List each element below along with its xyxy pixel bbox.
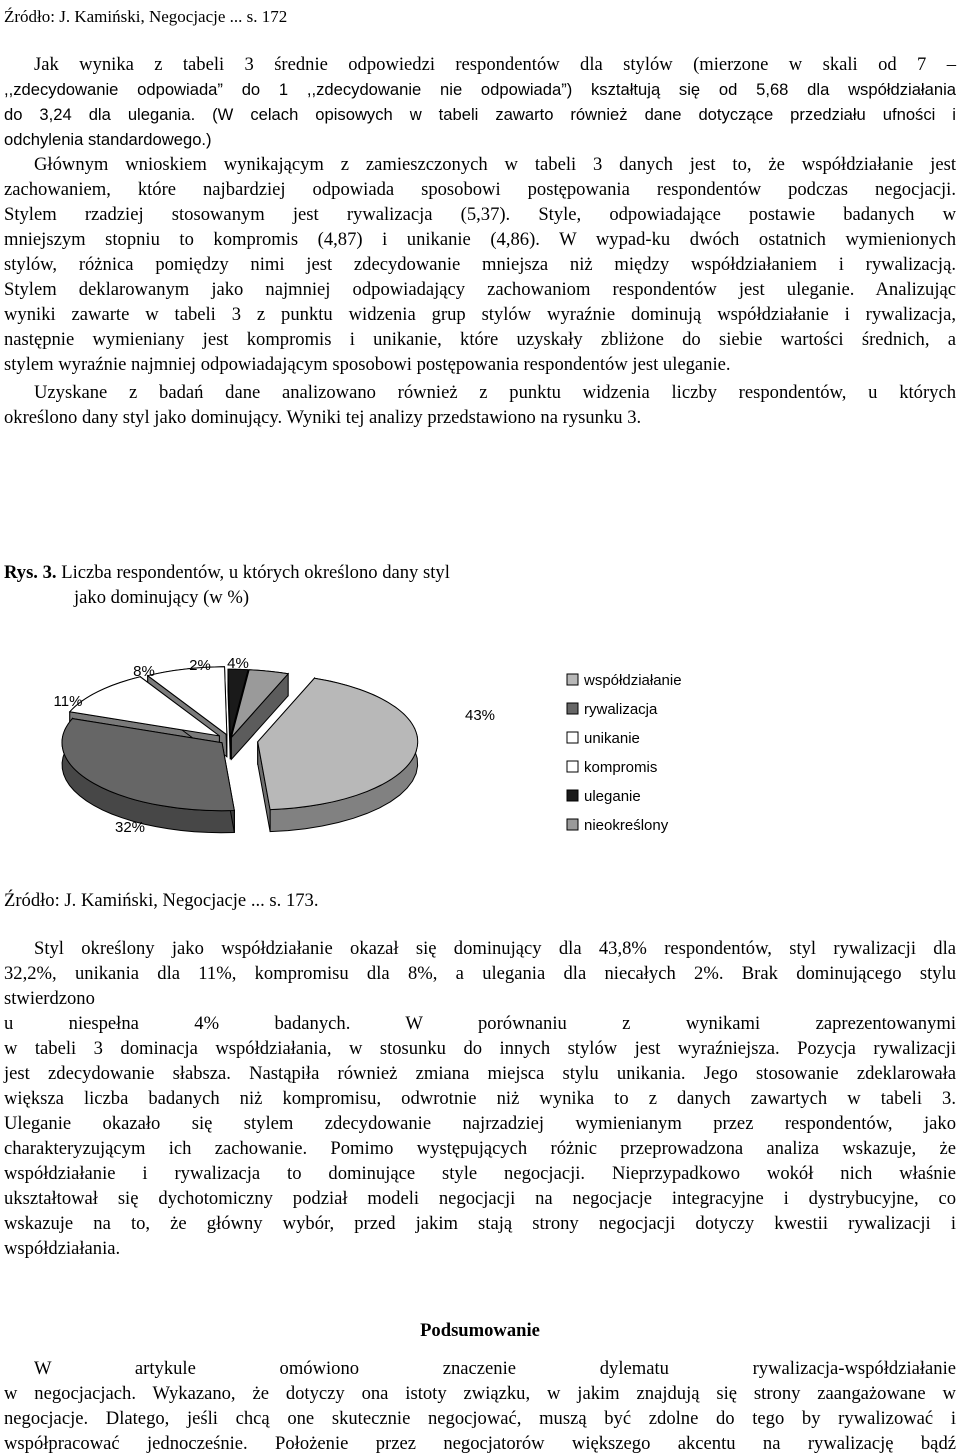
- p1-line: ,,zdecydowanie odpowiada” do 1 ,,zdecydowanie nie odpowiada”) kształtują się od 5,68 dla współdziałania: [4, 80, 956, 99]
- paragraph-2: [4, 152, 956, 377]
- data-label-2: 11%: [53, 693, 83, 710]
- pie-chart: [0, 640, 960, 870]
- p5-line: współpracować jednocześnie. Położenie przez negocjatorów większego akcentu na rywalizację bądź: [4, 1433, 956, 1454]
- p5-line: W artykule omówiono znaczenie dylematu rywalizacja-współdziałanie: [34, 1358, 956, 1379]
- p3-line: określono dany styl jako dominujący. Wyniki tej analizy przedstawiono na rysunku 3.: [4, 407, 642, 428]
- source-top: [4, 4, 956, 29]
- legend-label-5: nieokreślony: [584, 817, 669, 834]
- p4-line: ukształtował się dychotomiczny podział modeli negocjacji na negocjacje integracyjne i dystrybucyjne, co: [4, 1188, 956, 1209]
- data-label-4: 2%: [189, 657, 211, 674]
- p2-line: wyniki zawarte w tabeli 3 z punktu widzenia grup stylów wyraźnie dominują współdziałanie i rywalizacja,: [4, 304, 956, 325]
- p1-line: odchylenia standardowego.): [4, 130, 212, 149]
- legend-label-0: współdziałanie: [584, 672, 682, 689]
- data-label-0: 43%: [464, 707, 496, 724]
- p3-line: Uzyskane z badań dane analizowano również z punktu widzenia liczby respondentów, u których: [34, 382, 956, 403]
- p4-line: 32,2%, unikania dla 11%, kompromisu dla 8%, a ulegania dla niecałych 2%. Brak dominującego stylu: [4, 963, 956, 984]
- data-label-5: 4%: [227, 655, 249, 672]
- legend-swatch-5: [567, 819, 578, 830]
- legend-swatch-4: [567, 790, 578, 801]
- p2-line: stylem wyraźnie najmniej odpowiadającym sposobowi postępowania respondentów jest uleganie.: [4, 354, 731, 375]
- legend-swatch-2: [567, 732, 578, 743]
- p4-line: współdziałanie i rywalizacja to dominujące style negocjacji. Nieprzypadkowo wokół nich właśnie: [4, 1163, 956, 1184]
- p4-line: wskazuje na to, że główny wybór, przed jakim stają strony negocjacji dotyczy kwestii rywalizacji i: [4, 1213, 956, 1234]
- p2-line: następnie wymieniany jest kompromis i unikanie, które uzyskały zbliżone do siebie wartości średnich, a: [4, 329, 956, 350]
- p1-line: do 3,24 dla ulegania. (W celach opisowych w tabeli zawarto również dane dotyczące przedziału ufności i: [4, 105, 956, 124]
- p4-line: jest zdecydowanie słabsza. Nastąpiła również zmiana miejsca stylu unikania. Jego stosowanie zdeklarowała: [4, 1063, 956, 1084]
- p4-line: u niespełna 4% badanych. W porównaniu z wynikami zaprezentowanymi: [4, 1013, 956, 1034]
- p5-line: w negocjacjach. Wykazano, że dotyczy ona istoty związku, w jakim znajdują się strony zaangażowane w: [4, 1383, 956, 1404]
- summary-heading: Podsumowanie: [420, 1320, 540, 1341]
- p5-line: negocjacje. Dlatego, jeśli chcą one skutecznie negocjować, muszą być zdolne do tego by rywalizować i: [4, 1408, 956, 1429]
- p4-line: stwierdzono: [4, 988, 95, 1009]
- paragraph-1: [4, 52, 956, 152]
- paragraph-5: [4, 1356, 956, 1456]
- p4-line: Styl określony jako współdziałanie okazał się dominujący dla 43,8% respondentów, styl rywalizacji dla: [34, 938, 956, 959]
- legend-label-2: unikanie: [584, 730, 640, 747]
- p2-line: Stylem deklarowanym jako najmniej odpowiadający zachowaniom respondentów jest uleganie. Analizując: [4, 279, 956, 300]
- p2-line: Głównym wnioskiem wynikającym z zamieszczonych w tabeli 3 danych jest to, że współdziałanie jest: [34, 154, 956, 175]
- p4-line: w tabeli 3 dominacja współdziałania, w stosunku do innych stylów jest wyraźniejsza. Pozycja rywalizacji: [4, 1038, 956, 1059]
- p4-line: Uleganie okazało się stylem zdecydowanie najrzadziej wymienianym przez respondentów, jako: [4, 1113, 956, 1134]
- figure-label: Rys. 3.: [4, 562, 57, 583]
- source-top-text: Źródło: J. Kamiński, Negocjacje ... s. 172: [4, 7, 288, 26]
- p2-line: zachowaniem, które najbardziej odpowiada sposobowi postępowania respondentów podczas negocjacji.: [4, 179, 956, 200]
- figure-caption: [4, 560, 956, 610]
- legend-swatch-3: [567, 761, 578, 772]
- figure-caption-line2: jako dominujący (w %): [74, 587, 250, 608]
- data-label-1: 32%: [114, 819, 146, 836]
- data-label-3: 8%: [133, 663, 155, 680]
- summary-section: [4, 1318, 956, 1343]
- legend-label-1: rywalizacja: [584, 701, 658, 718]
- p2-line: mniejszym stopniu to kompromis (4,87) i unikanie (4,86). W wypad-ku dwóch ostatnich wymienionych: [4, 229, 956, 250]
- p1-line: Jak wynika z tabeli 3 średnie odpowiedzi respondentów dla stylów (mierzone w skali od 7 –: [34, 54, 956, 75]
- legend-label-3: kompromis: [584, 759, 658, 776]
- p2-line: Stylem rzadziej stosowanym jest rywalizacja (5,37). Style, odpowiadające postawie badanych w: [4, 204, 956, 225]
- p4-line: współdziałania.: [4, 1238, 121, 1259]
- paragraph-4: [4, 936, 956, 1261]
- legend-swatch-0: [567, 674, 578, 685]
- source-figure-text: Źródło: J. Kamiński, Negocjacje ... s. 173.: [4, 890, 319, 911]
- legend-swatch-1: [567, 703, 578, 714]
- paragraph-3: [4, 380, 956, 430]
- p4-line: charakteryzującym ich zachowanie. Pomimo występujących różnic przeprowadzona analiza wskazuje, że: [4, 1138, 956, 1159]
- p4-line: większa liczba badanych niż kompromisu, odwrotnie niż wynika to z danych zawartych w tabeli 3.: [4, 1088, 956, 1109]
- p2-line: stylów, różnica pomiędzy nimi jest zdecydowanie mniejsza niż między współdziałaniem i rywalizacją.: [4, 254, 956, 275]
- figure-caption-line1: Liczba respondentów, u których określono dany styl: [61, 562, 450, 583]
- legend-label-4: uleganie: [584, 788, 641, 805]
- source-figure: [4, 888, 956, 913]
